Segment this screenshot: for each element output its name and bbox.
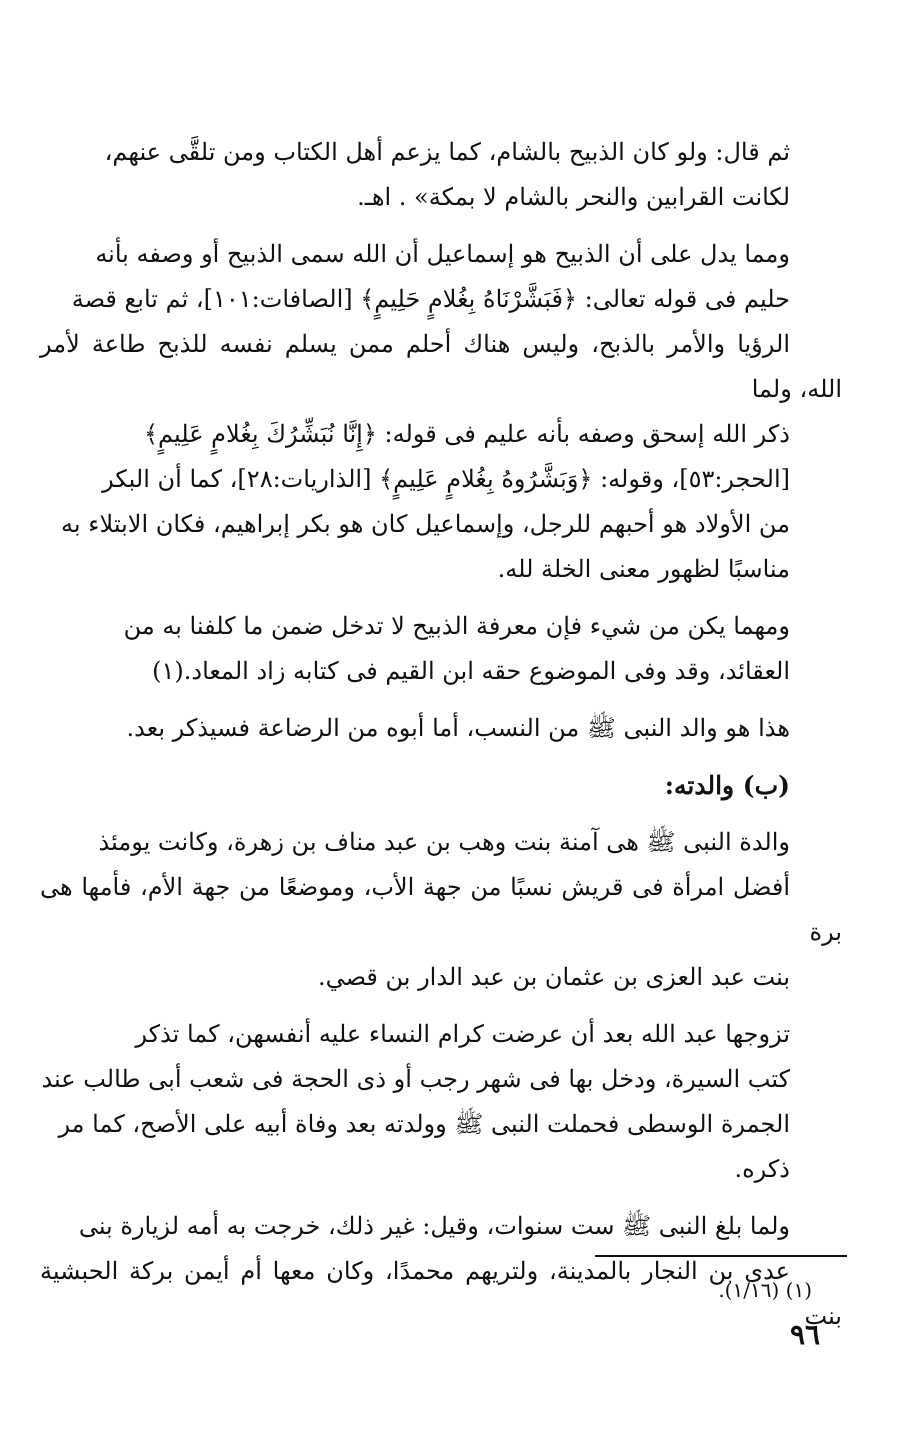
text-line: تزوجها عبد الله بعد أن عرضت كرام النساء عليه أنفسهن، كما تذكر	[135, 1020, 790, 1048]
text-line: حليم فى قوله تعالى: ﴿فَبَشَّرْنَاهُ بِغُلامٍ حَلِيمٍ﴾ [الصافات:١٠١]، ثم تابع قصة	[71, 285, 790, 313]
paragraph	[40, 1012, 842, 1192]
text-line: لكانت القرابين والنحر بالشام لا بمكة» . اهـ.	[357, 183, 790, 211]
text-line: العقائد، وقد وفى الموضوع حقه ابن القيم فى كتابه زاد المعاد.(١)	[152, 657, 790, 685]
section-heading: (ب) والدته:	[664, 771, 790, 800]
text-line: هذا هو والد النبى ﷺ من النسب، أما أبوه من الرضاعة فسيذكر بعد.	[126, 714, 790, 742]
paragraph	[40, 604, 842, 694]
text-line: ذكره.	[734, 1155, 790, 1183]
text-line: بنت عبد العزى بن عثمان بن عبد الدار بن قصي.	[317, 963, 790, 991]
body-text-bottom	[40, 820, 842, 1339]
text-line: ومما يدل على أن الذبيح هو إسماعيل أن الله سمى الذبيح أو وصفه بأنه	[95, 240, 790, 268]
paragraph	[40, 130, 842, 220]
paragraph	[40, 820, 842, 1000]
text-line: ثم قال: ولو كان الذبيح بالشام، كما يزعم أهل الكتاب ومن تلقَّى عنهم،	[104, 138, 790, 166]
paragraph	[40, 232, 842, 592]
text-line: [الحجر:٥٣]، وقوله: ﴿وَبَشَّرُوهُ بِغُلامٍ عَلِيمٍ﴾ [الذاريات:٢٨]، كما أن البكر	[102, 465, 790, 493]
text-line: ذكر الله إسحق وصفه بأنه عليم فى قوله: ﴿إِنَّا نُبَشِّرُكَ بِغُلامٍ عَلِيمٍ﴾	[143, 420, 790, 448]
text-line: الجمرة الوسطى فحملت النبى ﷺ وولدته بعد وفاة أبيه على الأصح، كما مر	[58, 1110, 790, 1138]
text-line: والدة النبى ﷺ هى آمنة بنت وهب بن عبد مناف بن زهرة، وكانت يومئذ	[98, 828, 790, 856]
paragraph	[40, 1204, 842, 1339]
text-line: ولما بلغ النبى ﷺ ست سنوات، وقيل: غير ذلك، خرجت به أمه لزيارة بنى	[78, 1212, 790, 1240]
footnote-separator	[595, 1255, 847, 1257]
text-line: ومهما يكن من شيء فإن معرفة الذبيح لا تدخل ضمن ما كلفنا به من	[123, 612, 790, 640]
body-text-top	[40, 130, 842, 751]
text-line: كتب السيرة، ودخل بها فى شهر رجب أو ذى الحجة فى شعب أبى طالب عند	[41, 1065, 790, 1093]
text-line: أفضل امرأة فى قريش نسبًا من جهة الأب، وموضعًا من جهة الأم، فأمها هى برة	[40, 873, 842, 946]
text-line: من الأولاد هو أحبهم للرجل، وإسماعيل كان هو بكر إبراهيم، فكان الابتلاء به	[61, 510, 790, 538]
page-number: ٩٦	[790, 1318, 821, 1351]
text-line: عدى بن النجار بالمدينة، ولتريهم محمدًا، وكان معها أم أيمن بركة الحبشية بنت	[40, 1257, 842, 1330]
text-line: مناسبًا لظهور معنى الخلة لله.	[497, 555, 790, 583]
paragraph	[40, 706, 842, 751]
footnote: (١) (١/١٦).	[718, 1278, 812, 1302]
text-line: الرؤيا والأمر بالذبح، وليس هناك أحلم ممن يسلم نفسه للذبح طاعة لأمر الله، ولما	[40, 330, 842, 403]
